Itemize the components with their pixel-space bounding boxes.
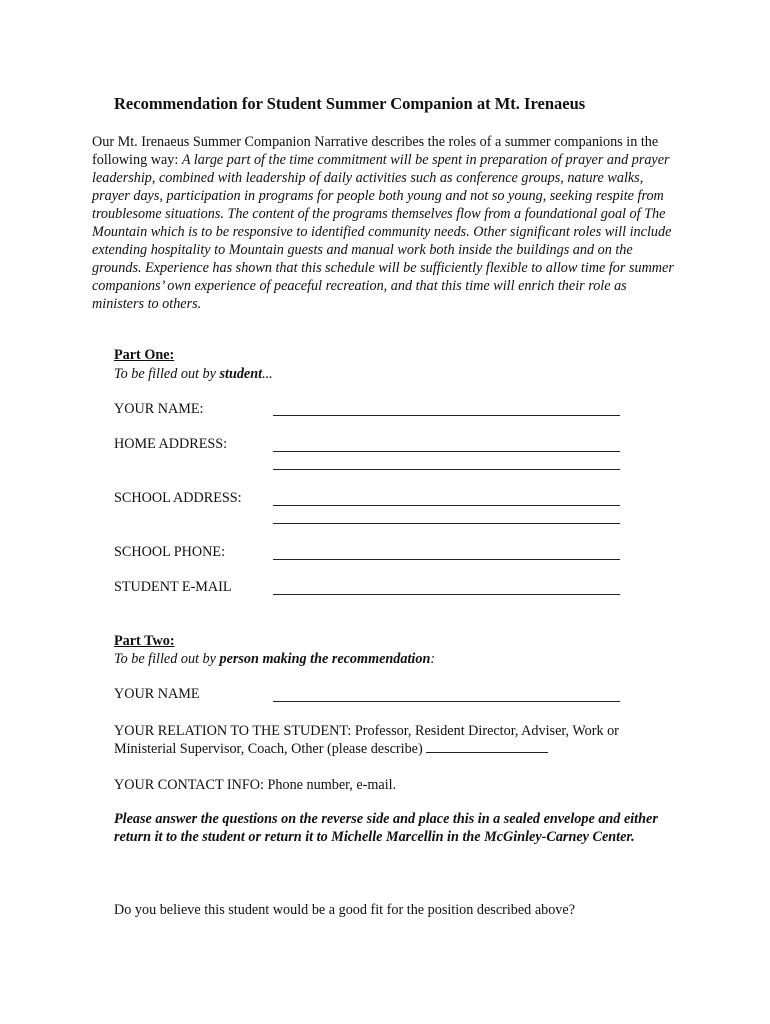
part-two-subtitle bbox=[114, 651, 435, 668]
your-name-line[interactable] bbox=[273, 415, 620, 416]
part-one-sub-bold: student bbox=[219, 366, 263, 382]
school-phone-label: SCHOOL PHONE: bbox=[114, 544, 226, 560]
part-two-sub-prefix: To be filled out by bbox=[114, 651, 220, 667]
intro-paragraph bbox=[92, 133, 682, 313]
student-email-label: STUDENT E-MAIL bbox=[114, 579, 232, 595]
part-two-heading: Part Two: bbox=[114, 633, 175, 649]
relation-describe-line[interactable] bbox=[426, 740, 548, 753]
student-email-line[interactable] bbox=[273, 594, 620, 595]
relation-paragraph bbox=[114, 722, 674, 758]
part-one-subtitle bbox=[114, 366, 273, 383]
intro-lead: Our Mt. Irenaeus Summer Companion Narrative describes the roles of a summer companions in the following way: bbox=[92, 134, 659, 168]
relation-text: YOUR RELATION TO THE STUDENT: Professor, Resident Director, Adviser, Work or Ministerial Supervisor, Coach, Other (please describe) bbox=[114, 723, 619, 757]
home-address-line-1[interactable] bbox=[273, 451, 620, 452]
home-address-line-2[interactable] bbox=[273, 469, 620, 470]
contact-info-text: YOUR CONTACT INFO: Phone number, e-mail. bbox=[114, 777, 397, 793]
school-address-line-2[interactable] bbox=[273, 523, 620, 524]
school-phone-line[interactable] bbox=[273, 559, 620, 560]
part-one-sub-suffix: ... bbox=[262, 366, 273, 382]
part-two-sub-bold: person making the recommendation bbox=[219, 651, 431, 667]
recommender-name-label: YOUR NAME bbox=[114, 686, 200, 702]
part-one-heading: Part One: bbox=[114, 347, 175, 363]
fit-question: Do you believe this student would be a good fit for the position described above? bbox=[114, 902, 575, 918]
your-name-label: YOUR NAME: bbox=[114, 401, 204, 417]
return-instructions: Please answer the questions on the reverse side and place this in a sealed envelope and either return it to the student or return it to Michelle Marcellin in the McGinley-Carney Center. bbox=[114, 811, 658, 845]
school-address-line-1[interactable] bbox=[273, 505, 620, 506]
part-two-sub-suffix: : bbox=[430, 651, 436, 667]
part-one-sub-prefix: To be filled out by bbox=[114, 366, 220, 382]
document-title: Recommendation for Student Summer Companion at Mt. Irenaeus bbox=[114, 94, 586, 113]
intro-quote: A large part of the time commitment will be spent in preparation of prayer and prayer leadership, combined with leadership of daily activities such as conference groups, nature walks, prayer days, participation in programs for people both young and not so young, seeking respite from troublesome situations. The content of the programs themselves flow from a foundational goal of The Mountain which is to be responsive to identified community needs. Other significant roles will include extending hospitality to Mountain guests and manual work both inside the buildings and on the grounds. Experience has shown that this schedule will be sufficiently flexible to allow time for summer companions’ own experience of peaceful recreation, and that this time will enrich their role as ministers to others. bbox=[92, 152, 674, 312]
recommender-name-line[interactable] bbox=[273, 701, 620, 702]
home-address-label: HOME ADDRESS: bbox=[114, 436, 228, 452]
school-address-label: SCHOOL ADDRESS: bbox=[114, 490, 242, 506]
